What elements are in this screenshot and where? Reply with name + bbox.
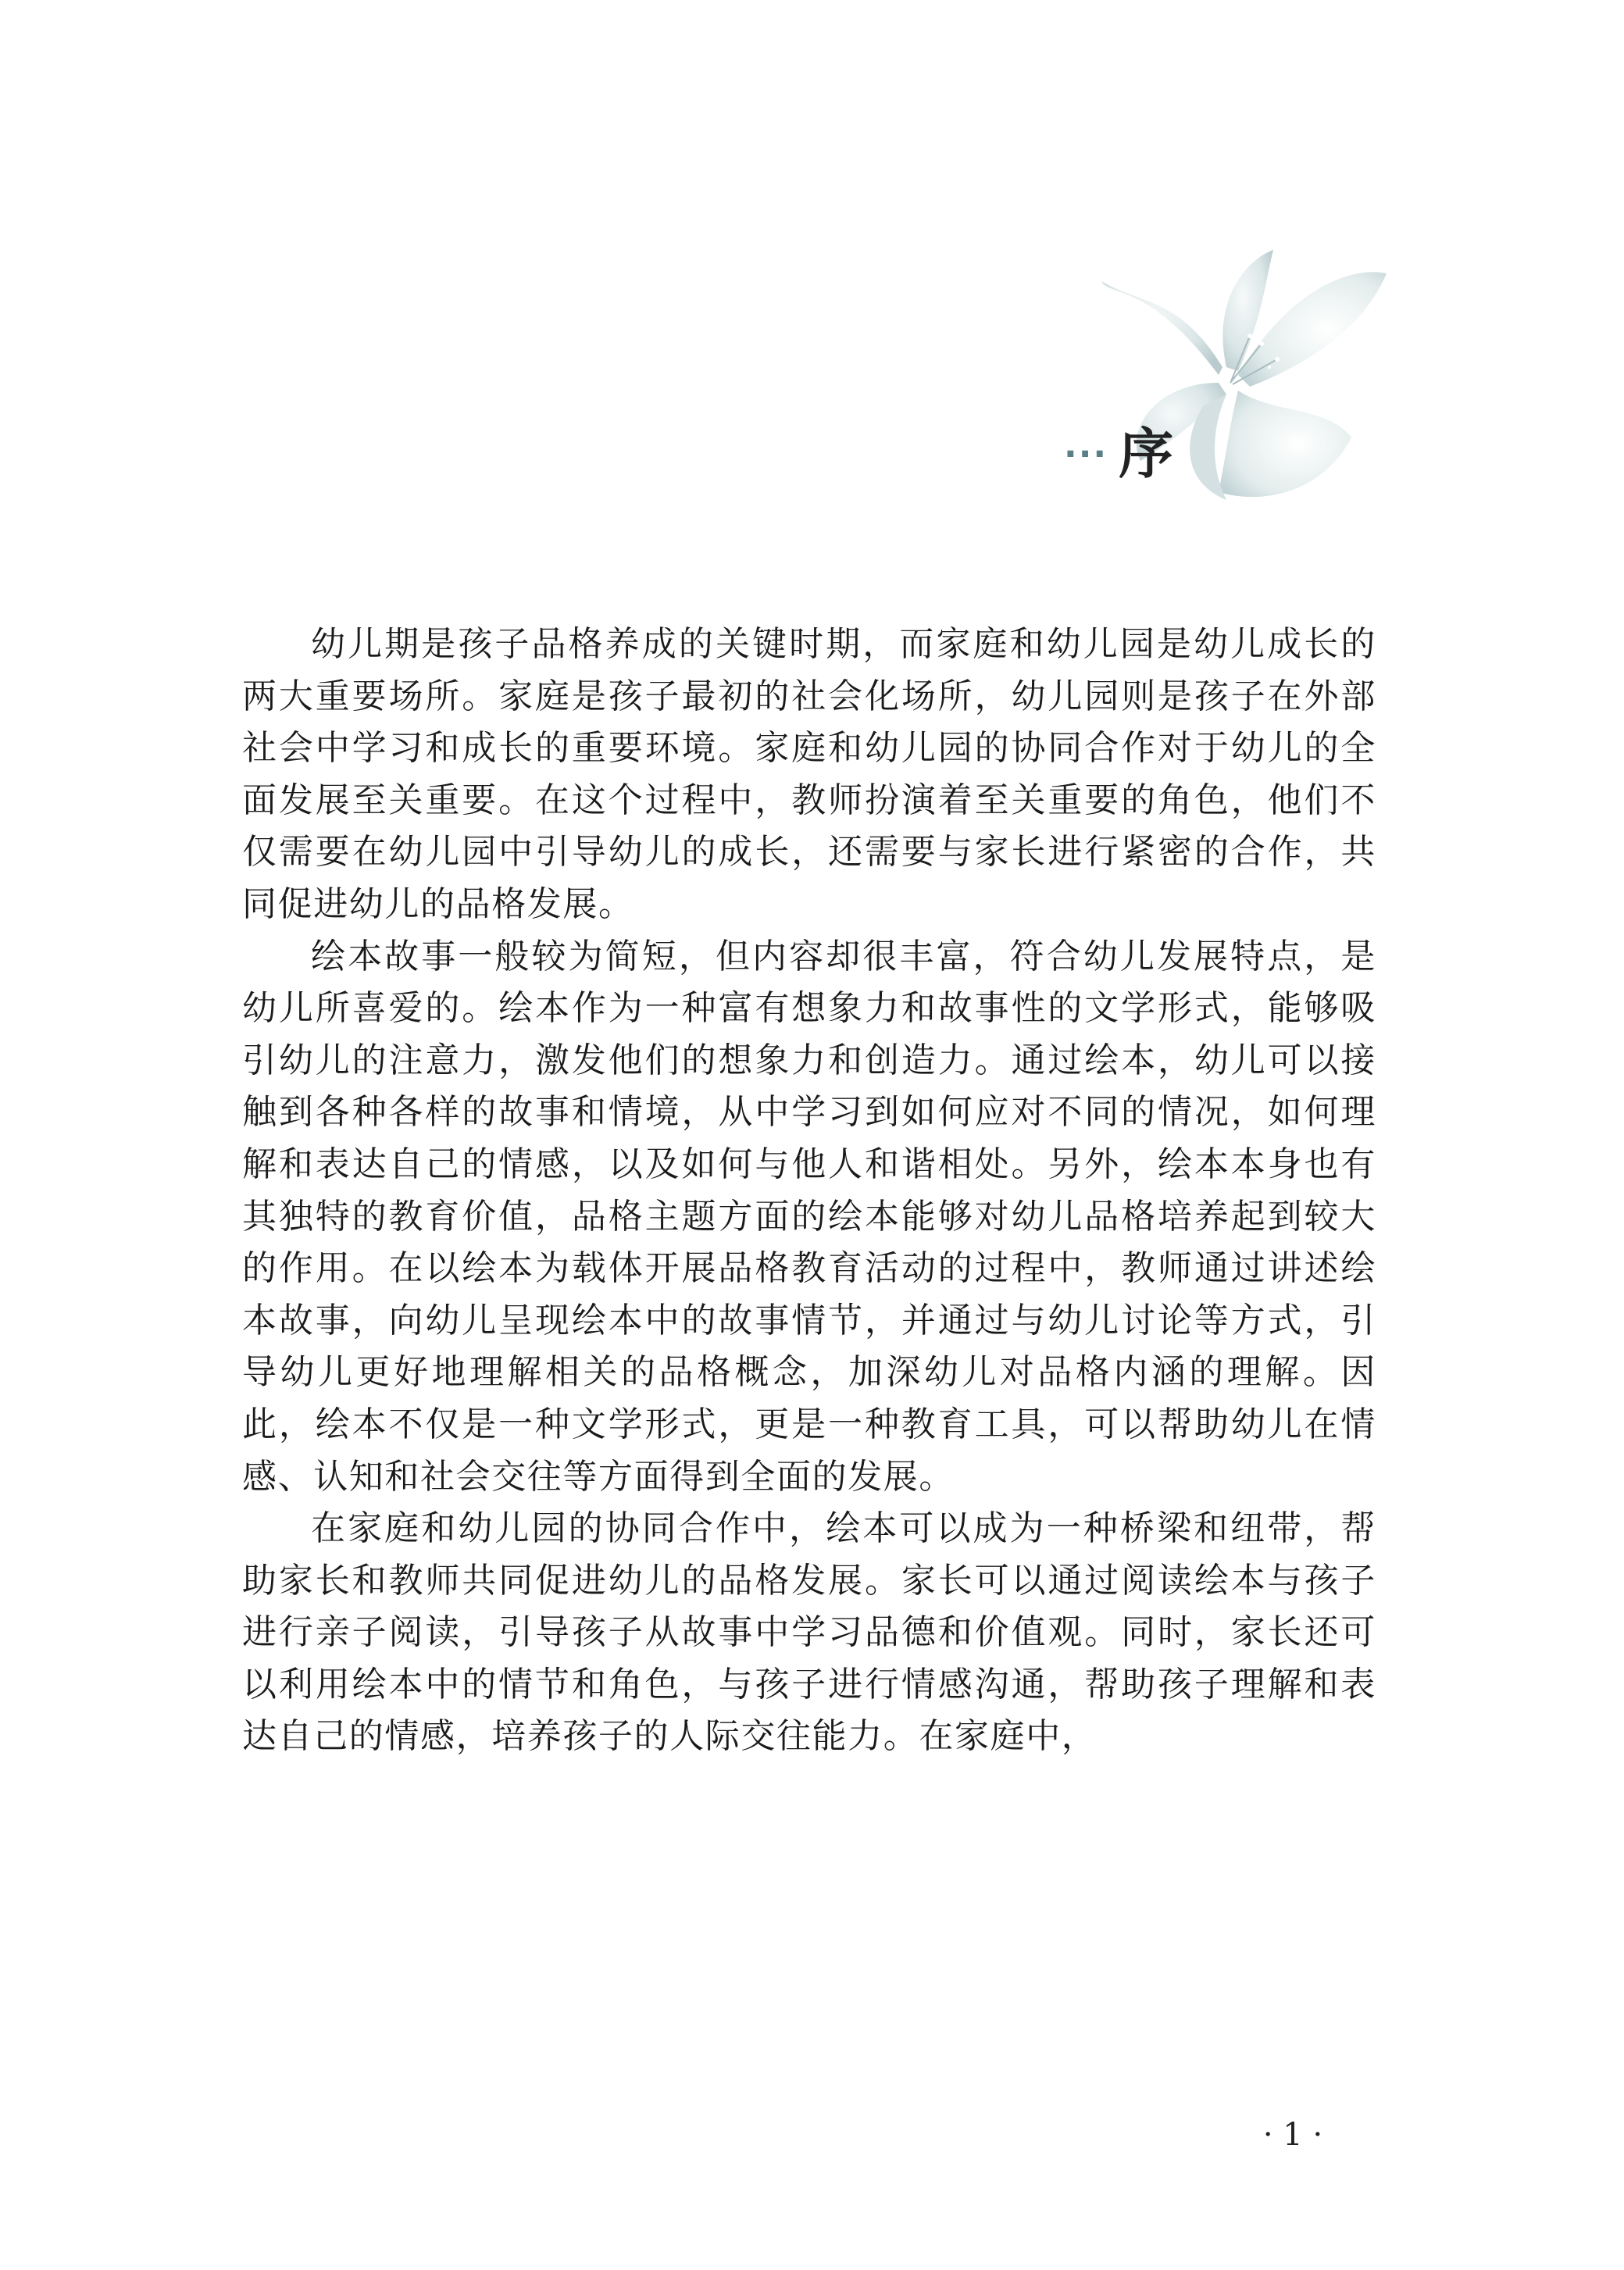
body-text bbox=[242, 619, 1376, 1763]
heading-ellipsis: ··· bbox=[1064, 434, 1108, 474]
paragraph: 幼儿期是孩子品格养成的关键时期，而家庭和幼儿园是幼儿成长的两大重要场所。家庭是孩子最初的社会化场所，幼儿园则是孩子在外部社会中学习和成长的重要环境。家庭和幼儿园的协同合作对于幼儿的全面发展至关重要。在这个过程中，教师扮演着至关重要的角色，他们不仅需要在幼儿园中引导幼儿的成长，还需要与家长进行紧密的合作，共同促进幼儿的品格发展。 bbox=[242, 624, 1376, 924]
paragraph: 在家庭和幼儿园的协同合作中，绘本可以成为一种桥梁和纽带，帮助家长和教师共同促进幼儿的品格发展。家长可以通过阅读绘本与孩子进行亲子阅读，引导孩子从故事中学习品德和价值观。同时，家长还可以利用绘本中的情节和角色，与孩子进行情感沟通，帮助孩子理解和表达自己的情感，培养孩子的人际交往能力。在家庭中， bbox=[242, 1508, 1376, 1757]
paragraph: 绘本故事一般较为简短，但内容却很丰富，符合幼儿发展特点，是幼儿所喜爱的。绘本作为一种富有想象力和故事性的文学形式，能够吸引幼儿的注意力，激发他们的想象力和创造力。通过绘本，幼儿可以接触到各种各样的故事和情境，从中学习到如何应对不同的情况，如何理解和表达自己的情感，以及如何与他人和谐相处。另外，绘本本身也有其独特的教育价值，品格主题方面的绘本能够对幼儿品格培养起到较大的作用。在以绘本为载体开展品格教育活动的过程中，教师通过讲述绘本故事，向幼儿呈现绘本中的故事情节，并通过与幼儿讨论等方式，引导幼儿更好地理解相关的品格概念，加深幼儿对品格内涵的理解。因此，绘本不仅是一种文学形式，更是一种教育工具，可以帮助幼儿在情感、认知和社会交往等方面得到全面的发展。 bbox=[242, 936, 1376, 1497]
section-heading bbox=[1064, 406, 1173, 492]
page-number: · 1 · bbox=[1262, 2117, 1323, 2153]
page-title: 序 bbox=[1119, 421, 1174, 486]
